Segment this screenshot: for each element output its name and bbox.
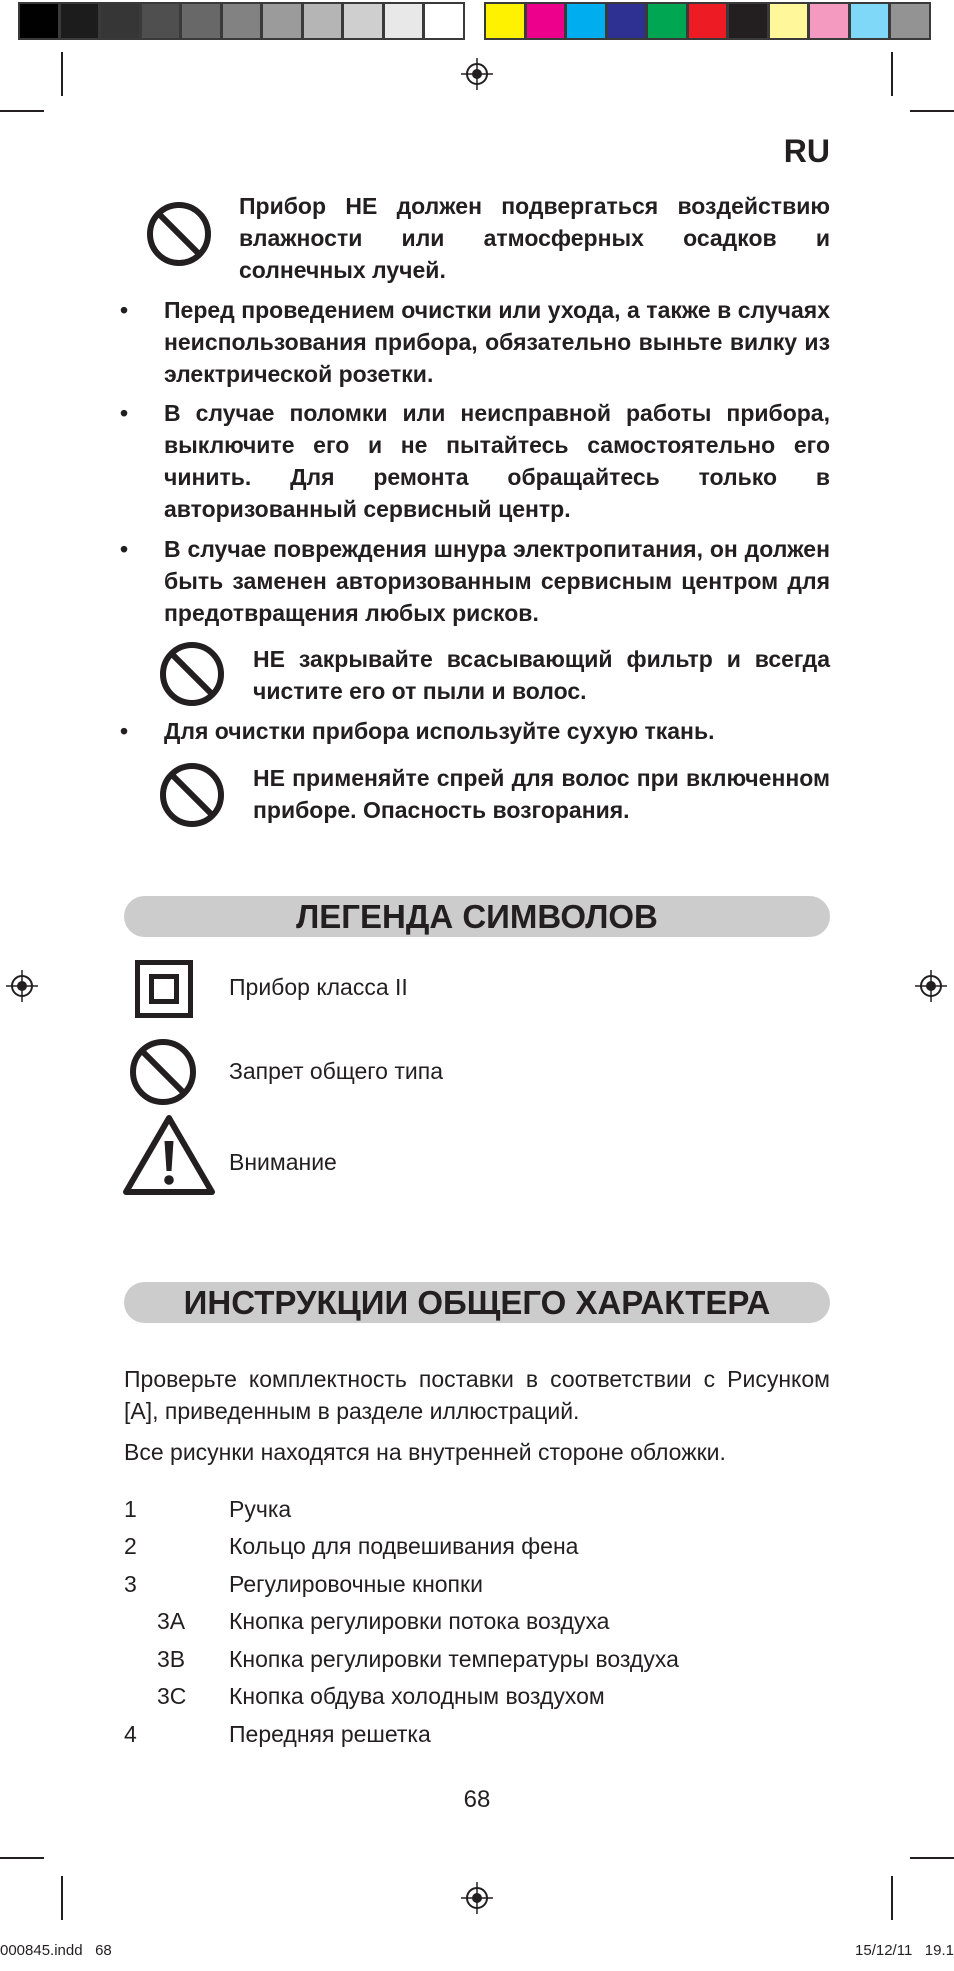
gray-swatch	[140, 2, 182, 40]
gray-swatch	[18, 2, 60, 40]
part-label: Ручка	[229, 1496, 292, 1522]
legend-title: ЛЕГЕНДА СИМВОЛОВ	[124, 896, 830, 937]
part-number: 1	[124, 1496, 137, 1522]
footer-file-name: 000845.indd 68	[0, 1942, 112, 1959]
warning-spray-text: НЕ применяйте спрей для волос при включенном приборе. Опасность возгорания.	[253, 765, 830, 823]
part-label: Регулировочные кнопки	[229, 1571, 483, 1597]
color-swatch	[565, 2, 607, 40]
part-label: Кнопка регулировки температуры воздуха	[229, 1646, 679, 1672]
legend-label-warning: Внимание	[229, 1149, 337, 1175]
gray-swatch	[180, 2, 222, 40]
list-item	[124, 1680, 830, 1712]
warning-unplug-text: Перед проведением очистки или ухода, а также в случаях неиспользования прибора, обязательно выньте вилку из электрической розетки.	[164, 297, 830, 387]
warning-moisture-text: Прибор НЕ должен подвергаться воздействию влажности или атмосферных осадков и солнечных лучей.	[239, 193, 830, 283]
gray-swatch	[383, 2, 425, 40]
warning-triangle-icon	[122, 1113, 216, 1197]
registration-mark-icon	[461, 1882, 493, 1914]
warning-malfunction-text: В случае поломки или неисправной работы прибора, выключите его и не пытайтесь самостоятельно его чинить. Для ремонта обращайтесь только в авторизованный сервисный центр.	[164, 400, 830, 522]
part-number: 4	[124, 1721, 137, 1747]
general-intro: Проверьте комплектность поставки в соответствии с Рисунком [А], приведенным в разделе иллюстраций.	[124, 1366, 830, 1424]
color-swatch	[646, 2, 688, 40]
class-ii-icon	[135, 960, 193, 1018]
registration-mark-icon	[461, 58, 493, 90]
part-label: Передняя решетка	[229, 1721, 431, 1747]
gray-swatch	[342, 2, 384, 40]
crop-mark	[910, 110, 954, 112]
color-swatch	[808, 2, 850, 40]
language-code: RU	[783, 133, 830, 169]
warning-filter	[253, 643, 830, 707]
color-swatch	[606, 2, 648, 40]
general-note: Все рисунки находятся на внутренней стороне обложки.	[124, 1439, 726, 1465]
part-number: 3C	[157, 1683, 187, 1709]
list-item	[124, 1493, 830, 1525]
prohibition-icon	[159, 641, 225, 707]
color-swatch	[525, 2, 567, 40]
color-swatch	[889, 2, 931, 40]
gray-swatch	[423, 2, 465, 40]
crop-mark	[61, 52, 63, 96]
registration-mark-icon	[915, 970, 947, 1002]
part-number: 3A	[157, 1608, 186, 1634]
gray-swatch	[261, 2, 303, 40]
color-swatch	[768, 2, 810, 40]
gray-swatch	[302, 2, 344, 40]
prohibition-icon	[146, 201, 212, 267]
gray-swatch	[59, 2, 101, 40]
general-title: ИНСТРУКЦИИ ОБЩЕГО ХАРАКТЕРА	[124, 1282, 830, 1323]
list-item	[124, 1718, 830, 1750]
color-swatch	[727, 2, 769, 40]
warning-cloth-text: Для очистки прибора используйте сухую ткань.	[164, 718, 715, 744]
crop-mark	[891, 1876, 893, 1920]
legend-label-prohibition: Запрет общего типа	[229, 1058, 443, 1084]
crop-mark	[61, 1876, 63, 1920]
crop-mark	[0, 110, 44, 112]
list-item	[124, 1643, 830, 1675]
color-swatch	[849, 2, 891, 40]
part-label: Кольцо для подвешивания фена	[229, 1533, 579, 1559]
crop-mark	[910, 1857, 954, 1859]
part-number: 3B	[157, 1646, 186, 1672]
bullet: •	[120, 536, 129, 562]
part-number: 3	[124, 1571, 137, 1597]
prohibition-icon	[129, 1038, 197, 1106]
page-number: 68	[463, 1786, 491, 1813]
warning-cord-text: В случае повреждения шнура электропитания, он должен быть заменен авторизованным сервисным центром для предотвращения любых рисков.	[164, 536, 830, 626]
warning-spray	[253, 762, 830, 826]
prohibition-icon	[159, 762, 225, 828]
footer-date: 15/12/11 19.1	[855, 1942, 954, 1959]
crop-mark	[891, 52, 893, 96]
registration-mark-icon	[6, 970, 38, 1002]
bullet: •	[120, 297, 129, 323]
part-number: 2	[124, 1533, 137, 1559]
list-item	[124, 1568, 830, 1600]
part-label: Кнопка регулировки потока воздуха	[229, 1608, 610, 1634]
color-swatch	[484, 2, 526, 40]
warning-moisture	[239, 190, 830, 286]
crop-mark	[0, 1857, 44, 1859]
bullet: •	[120, 718, 129, 744]
list-item	[124, 1605, 830, 1637]
gray-swatch	[221, 2, 263, 40]
warning-filter-text: НЕ закрывайте всасывающий фильтр и всегда чистите его от пыли и волос.	[253, 646, 830, 704]
part-label: Кнопка обдува холодным воздухом	[229, 1683, 605, 1709]
gray-swatch	[99, 2, 141, 40]
legend-label-class-ii: Прибор класса II	[229, 974, 408, 1000]
bullet: •	[120, 400, 129, 426]
color-swatch	[687, 2, 729, 40]
list-item	[124, 1530, 830, 1562]
